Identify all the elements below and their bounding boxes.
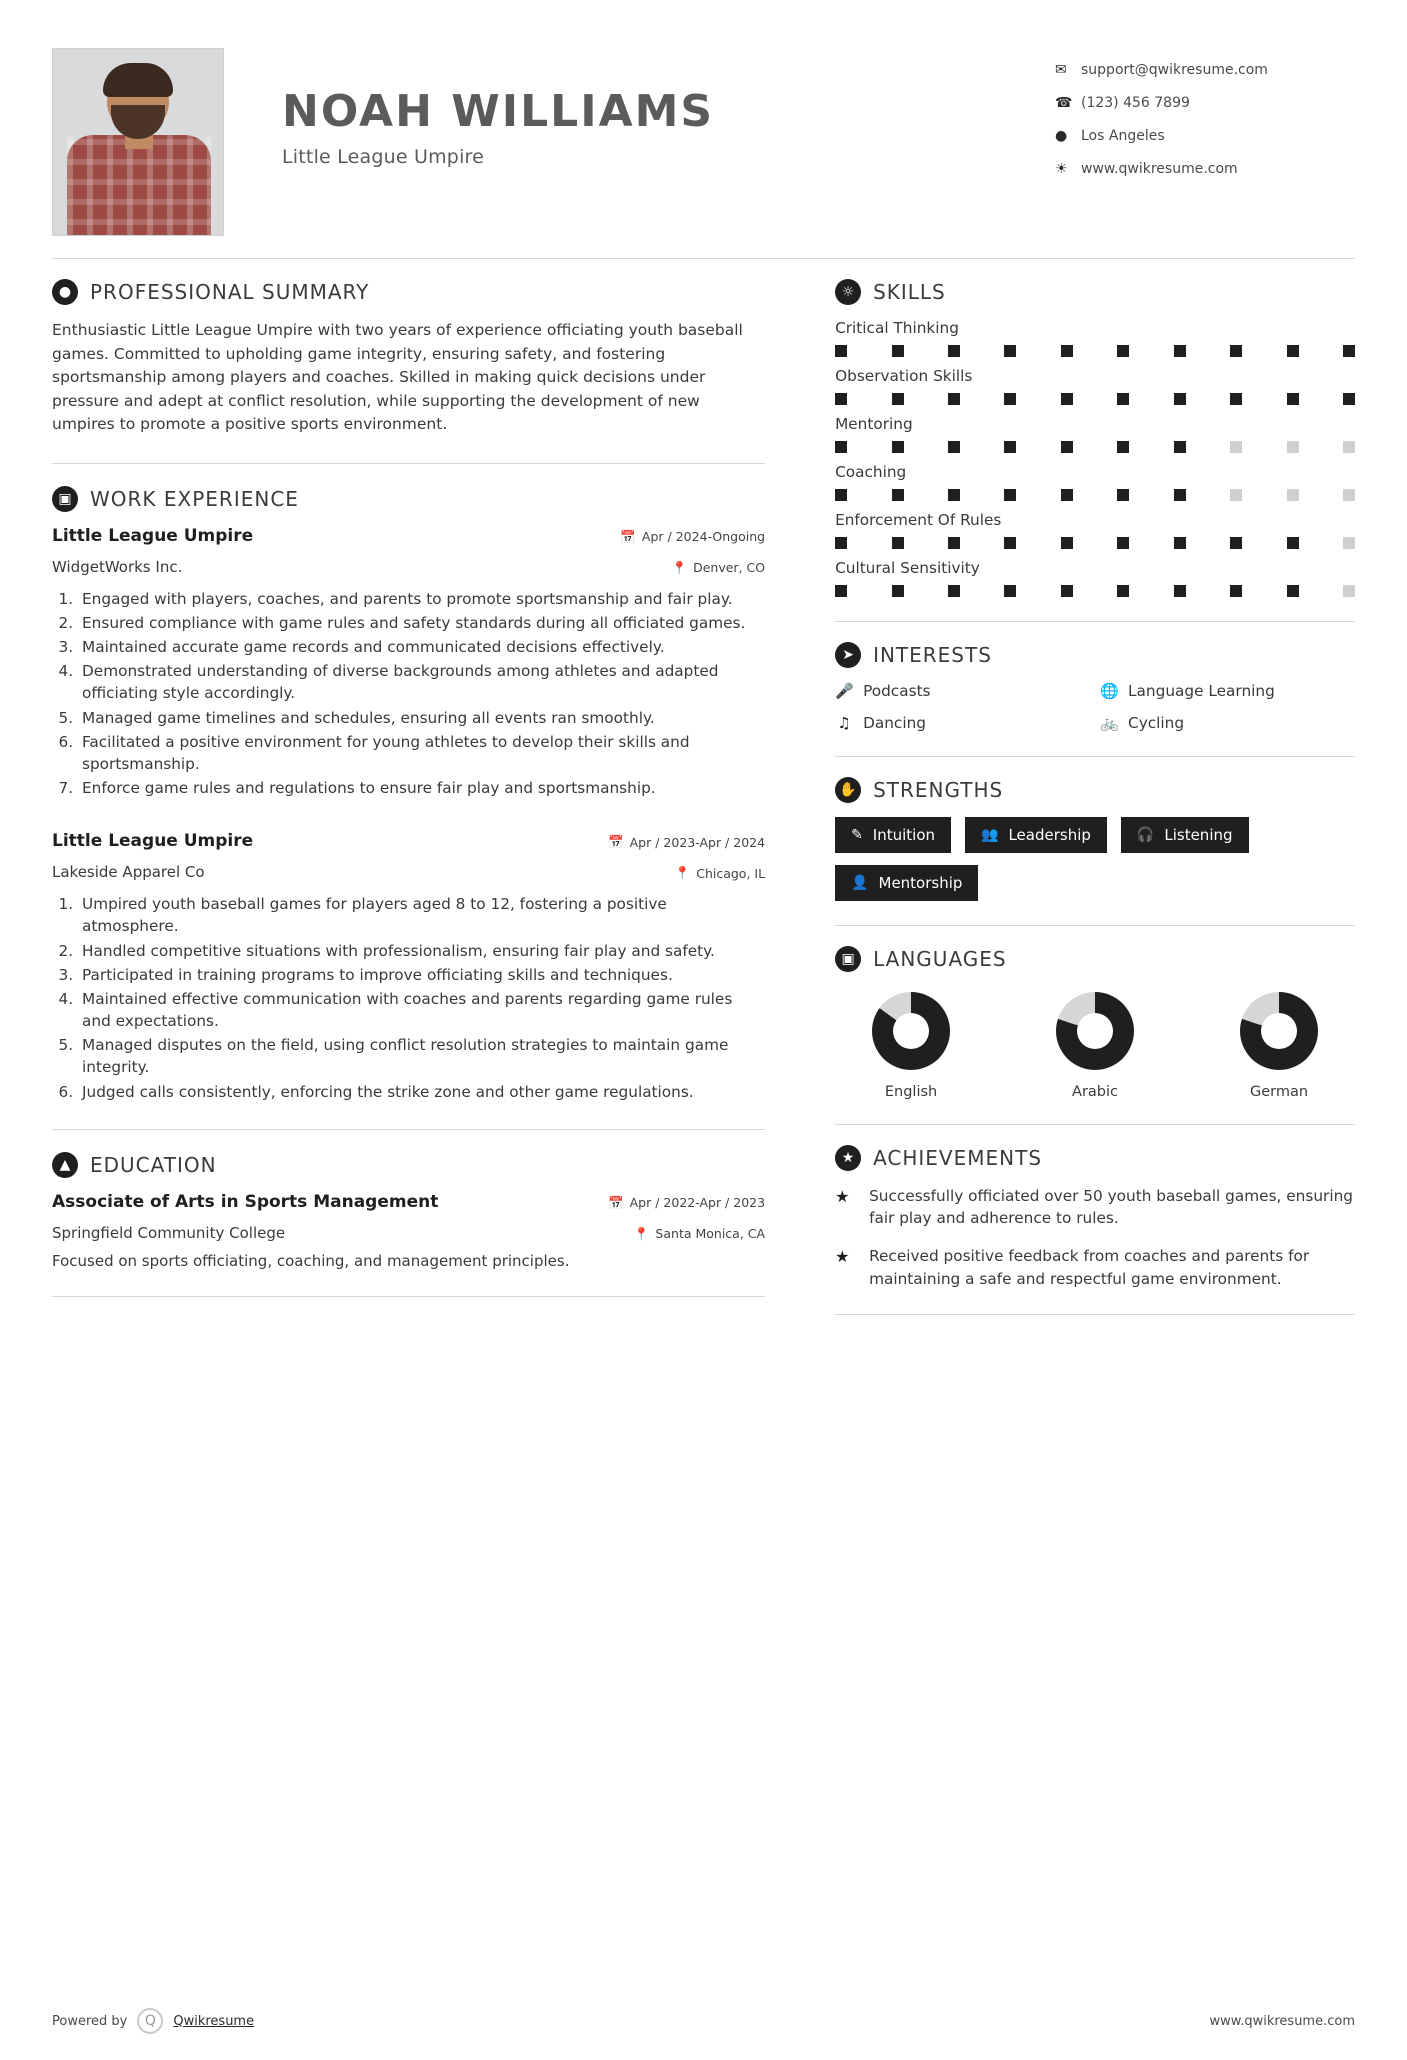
skill-dot [1061, 441, 1073, 453]
section-professional-summary [52, 279, 765, 305]
pin-icon: 📍 [671, 559, 688, 575]
qwikresume-link[interactable]: Qwikresume [173, 2013, 255, 2029]
interest-item: 🌐 Language Learning [1100, 682, 1275, 700]
strength-chip: ✎ Intuition [835, 817, 951, 853]
language-label: German [1249, 1084, 1309, 1100]
star-icon: ★ [835, 1247, 850, 1267]
contact-location [1055, 128, 1355, 144]
list-item: 1. Engaged with players, coaches, and parents to promote sportsmanship and fair play. [78, 588, 765, 610]
skill-dot [1230, 393, 1242, 405]
section-title: WORK EXPERIENCE [90, 486, 299, 511]
skill-dot [892, 393, 904, 405]
skill-dot [1004, 393, 1016, 405]
skill-dot [892, 489, 904, 501]
list-item: 5. Managed disputes on the field, using conflict resolution strategies to maintain game integrity. [78, 1034, 765, 1078]
skill-dot [1061, 585, 1073, 597]
section-education [52, 1152, 765, 1178]
summary-text: Enthusiastic Little League Umpire with two years of experience officiating youth baseball games. Committed to upholding game integrity, ensuring safety, and fostering sportsmanship among players and coaches. Skilled in making quick decisions under pressure and adept at conflict resolution, while supporting the development of new umpires to promote a positive sports environment. [52, 321, 743, 434]
section-interests [835, 642, 1355, 668]
section-title: INTERESTS [873, 643, 992, 667]
divider [52, 1296, 765, 1297]
section-work-experience [52, 486, 765, 512]
list-item: 6. Facilitated a positive environment for young athletes to develop their skills and sportsmanship. [78, 731, 765, 775]
skill-dot [948, 585, 960, 597]
skill-dot [892, 441, 904, 453]
skill-dot [835, 489, 847, 501]
skill-dot [1343, 585, 1355, 597]
section-title: SKILLS [873, 280, 946, 304]
skill-dot [948, 489, 960, 501]
music-note-icon: ♫ [837, 714, 851, 732]
list-item: 4. Demonstrated understanding of diverse backgrounds among athletes and adapted officiating style accordingly. [78, 660, 765, 704]
divider [52, 463, 765, 464]
divider [835, 756, 1355, 757]
contact-phone [1055, 95, 1355, 111]
skill-dot [1174, 537, 1186, 549]
strength-chip: 👥 Leadership [965, 817, 1107, 853]
star-icon: ★ [835, 1187, 850, 1206]
skill-dot [1174, 393, 1186, 405]
section-languages [835, 946, 1355, 972]
right-column [805, 279, 1355, 1335]
divider [52, 1129, 765, 1130]
language-item [851, 992, 971, 1100]
section-title: EDUCATION [90, 1152, 217, 1177]
section-title: LANGUAGES [873, 947, 1007, 971]
skill-dot [1061, 345, 1073, 357]
skill-dot [1004, 585, 1016, 597]
skill-dot [1287, 537, 1299, 549]
skill-label: Cultural Sensitivity [835, 559, 980, 577]
skill-item [835, 415, 1355, 453]
pen-icon: ✎ [851, 827, 863, 843]
language-donut [1056, 992, 1134, 1070]
school-name: Springfield Community College [52, 1223, 286, 1242]
skill-dot [1004, 345, 1016, 357]
microphone-icon: 🎤 [835, 682, 854, 700]
globe-icon: ☀ [1055, 161, 1068, 177]
skill-dot [1230, 441, 1242, 453]
resume-header [52, 40, 1355, 236]
skill-dot [1004, 441, 1016, 453]
education-item [52, 1192, 765, 1270]
headphones-icon: 🎧 [1136, 827, 1155, 843]
strengths-list [835, 817, 1355, 901]
skill-label: Enforcement Of Rules [835, 511, 1002, 529]
skill-dot [1230, 585, 1242, 597]
contact-location-value: Los Angeles [1081, 128, 1165, 144]
skill-dot [1174, 441, 1186, 453]
education-date: 📅 Apr / 2022-Apr / 2023 [608, 1194, 766, 1211]
divider [835, 1314, 1355, 1315]
person-add-icon: 👤 [851, 875, 869, 891]
education-location: 📍 Santa Monica, CA [633, 1225, 766, 1242]
briefcase-icon: ▣ [52, 486, 78, 512]
contact-website-value: www.qwikresume.com [1081, 161, 1238, 177]
skill-dot [1117, 441, 1129, 453]
job-location: 📍 Chicago, IL [674, 865, 766, 881]
skill-dot [948, 441, 960, 453]
skill-item [835, 511, 1355, 549]
interests-list [835, 682, 1355, 732]
job-date: 📅 Apr / 2023-Apr / 2024 [608, 834, 766, 850]
languages-list [835, 986, 1355, 1100]
divider [835, 925, 1355, 926]
skill-item [835, 463, 1355, 501]
job-title: Little League Umpire [52, 525, 254, 546]
language-donut [872, 992, 950, 1070]
contact-list [1055, 48, 1355, 194]
section-title: PROFESSIONAL SUMMARY [90, 280, 370, 304]
page-title: NOAH WILLIAMS [282, 86, 715, 137]
location-icon: ● [1055, 128, 1068, 144]
section-title: ACHIEVEMENTS [873, 1146, 1043, 1170]
skill-dot [1061, 393, 1073, 405]
skill-dot [1117, 345, 1129, 357]
name-block [224, 48, 1055, 168]
skill-dot [892, 537, 904, 549]
interest-item: 🚲 Cycling [1100, 714, 1185, 732]
skill-dot [835, 441, 847, 453]
job-company: WidgetWorks Inc. [52, 557, 183, 576]
job-title: Little League Umpire [52, 831, 254, 852]
skill-label: Coaching [835, 463, 907, 481]
work-item [52, 526, 765, 800]
skill-dot [835, 345, 847, 357]
skill-label: Critical Thinking [835, 319, 959, 337]
work-item [52, 831, 765, 1103]
skill-dot [1174, 585, 1186, 597]
skill-dot [1230, 345, 1242, 357]
powered-by-label: Powered by [52, 2013, 128, 2029]
calendar-icon: 📅 [608, 1194, 624, 1210]
bicycle-icon: 🚲 [1100, 714, 1119, 732]
divider [835, 621, 1355, 622]
star-badge-icon: ★ [835, 1145, 861, 1171]
skill-dot [1230, 537, 1242, 549]
skill-dot [1343, 393, 1355, 405]
skill-dot [892, 345, 904, 357]
language-donut [1240, 992, 1318, 1070]
skill-dot [1061, 489, 1073, 501]
calendar-icon: 📅 [620, 528, 636, 544]
skill-rating [835, 393, 1355, 405]
skill-dot [1287, 441, 1299, 453]
achievement-item: ★ Received positive feedback from coaches and parents for maintaining a safe and respectful game environment. [835, 1245, 1355, 1289]
avatar [52, 48, 224, 236]
skill-dot [1004, 537, 1016, 549]
interest-item: 🎤 Podcasts [835, 682, 931, 700]
list-item: 5. Managed game timelines and schedules, ensuring all events ran smoothly. [78, 707, 765, 729]
section-strengths [835, 777, 1355, 803]
skill-rating [835, 345, 1355, 357]
skill-dot [1117, 585, 1129, 597]
skill-item [835, 319, 1355, 357]
skill-dot [1230, 489, 1242, 501]
skill-dot [948, 345, 960, 357]
job-bullets [52, 588, 765, 800]
powered-by [52, 2008, 254, 2034]
skill-rating [835, 537, 1355, 549]
skill-dot [1343, 489, 1355, 501]
skill-item [835, 559, 1355, 597]
skill-dot [1174, 345, 1186, 357]
interest-item: ♫ Dancing [835, 714, 1090, 732]
job-date: 📅 Apr / 2024-Ongoing [620, 528, 766, 545]
skill-dot [1343, 537, 1355, 549]
skill-label: Mentoring [835, 415, 913, 433]
user-icon: ● [52, 279, 78, 305]
qwikresume-logo-icon: Q [137, 2008, 163, 2034]
language-item [1035, 992, 1155, 1100]
footer-site: www.qwikresume.com [1209, 2013, 1355, 2029]
list-item: 3. Maintained accurate game records and communicated decisions effectively. [78, 636, 765, 658]
skill-rating [835, 441, 1355, 453]
fist-icon: ✋ [835, 777, 861, 803]
contact-email-value: support@qwikresume.com [1081, 62, 1268, 78]
skill-dot [835, 537, 847, 549]
calendar-icon: 📅 [608, 834, 624, 850]
skill-dot [1117, 537, 1129, 549]
skill-dot [948, 393, 960, 405]
graduation-cap-icon: ▲ [52, 1152, 78, 1178]
mail-icon: ✉ [1055, 62, 1067, 78]
skill-item [835, 367, 1355, 405]
job-bullets [52, 893, 765, 1103]
skill-dot [948, 537, 960, 549]
list-item: 3. Participated in training programs to improve officiating skills and techniques. [78, 964, 765, 986]
header-divider [52, 258, 1355, 259]
list-item: 6. Judged calls consistently, enforcing the strike zone and other game regulations. [78, 1081, 765, 1103]
section-skills [835, 279, 1355, 305]
list-item: 1. Umpired youth baseball games for players aged 8 to 12, fostering a positive atmosphere. [78, 893, 765, 937]
skill-dot [1061, 537, 1073, 549]
paper-plane-icon: ➤ [835, 642, 861, 668]
strength-chip: 👤 Mentorship [835, 865, 978, 901]
skill-dot [1004, 489, 1016, 501]
strength-chip: 🎧 Listening [1121, 817, 1249, 853]
skill-dot [1287, 585, 1299, 597]
list-item: 2. Handled competitive situations with professionalism, ensuring fair play and safety. [78, 940, 765, 962]
skill-rating [835, 489, 1355, 501]
divider [835, 1124, 1355, 1125]
job-company: Lakeside Apparel Co [52, 863, 205, 882]
achievement-item: ★ Successfully officiated over 50 youth baseball games, ensuring fair play and adherence to rules. [835, 1185, 1355, 1229]
globe-icon: 🌐 [1100, 682, 1119, 700]
skill-dot [1287, 393, 1299, 405]
skill-dot [892, 585, 904, 597]
contact-email [1055, 62, 1355, 78]
skill-dot [1117, 393, 1129, 405]
page-footer [0, 1990, 1407, 2060]
contact-phone-value: (123) 456 7899 [1081, 95, 1190, 111]
translate-icon: ▣ [835, 946, 861, 972]
section-achievements [835, 1145, 1355, 1171]
lightbulb-icon: ☼ [835, 279, 861, 305]
skill-dot [1343, 345, 1355, 357]
skill-label: Observation Skills [835, 367, 973, 385]
skills-list [835, 319, 1355, 597]
pin-icon: 📍 [674, 865, 691, 881]
people-icon: 👥 [981, 827, 999, 843]
degree-title: Associate of Arts in Sports Management [52, 1191, 439, 1212]
phone-icon: ☎ [1055, 95, 1073, 111]
list-item: 7. Enforce game rules and regulations to ensure fair play and sportsmanship. [78, 777, 765, 799]
job-location: 📍 Denver, CO [671, 559, 766, 576]
skill-dot [1287, 345, 1299, 357]
skill-dot [835, 585, 847, 597]
language-label: Arabic [1072, 1084, 1119, 1100]
skill-dot [1174, 489, 1186, 501]
list-item: 2. Ensured compliance with game rules and safety standards during all officiated games. [78, 612, 765, 634]
education-note: Focused on sports officiating, coaching, and management principles. [52, 1251, 570, 1270]
list-item: 4. Maintained effective communication with coaches and parents regarding game rules and expectations. [78, 988, 765, 1032]
skill-dot [835, 393, 847, 405]
language-item [1219, 992, 1339, 1100]
skill-dot [1287, 489, 1299, 501]
section-title: STRENGTHS [873, 778, 1004, 802]
job-role: Little League Umpire [282, 146, 485, 168]
left-column [52, 279, 805, 1335]
pin-icon: 📍 [633, 1225, 650, 1241]
skill-dot [1343, 441, 1355, 453]
contact-website [1055, 161, 1355, 177]
skill-rating [835, 585, 1355, 597]
skill-dot [1117, 489, 1129, 501]
language-label: English [884, 1084, 938, 1100]
